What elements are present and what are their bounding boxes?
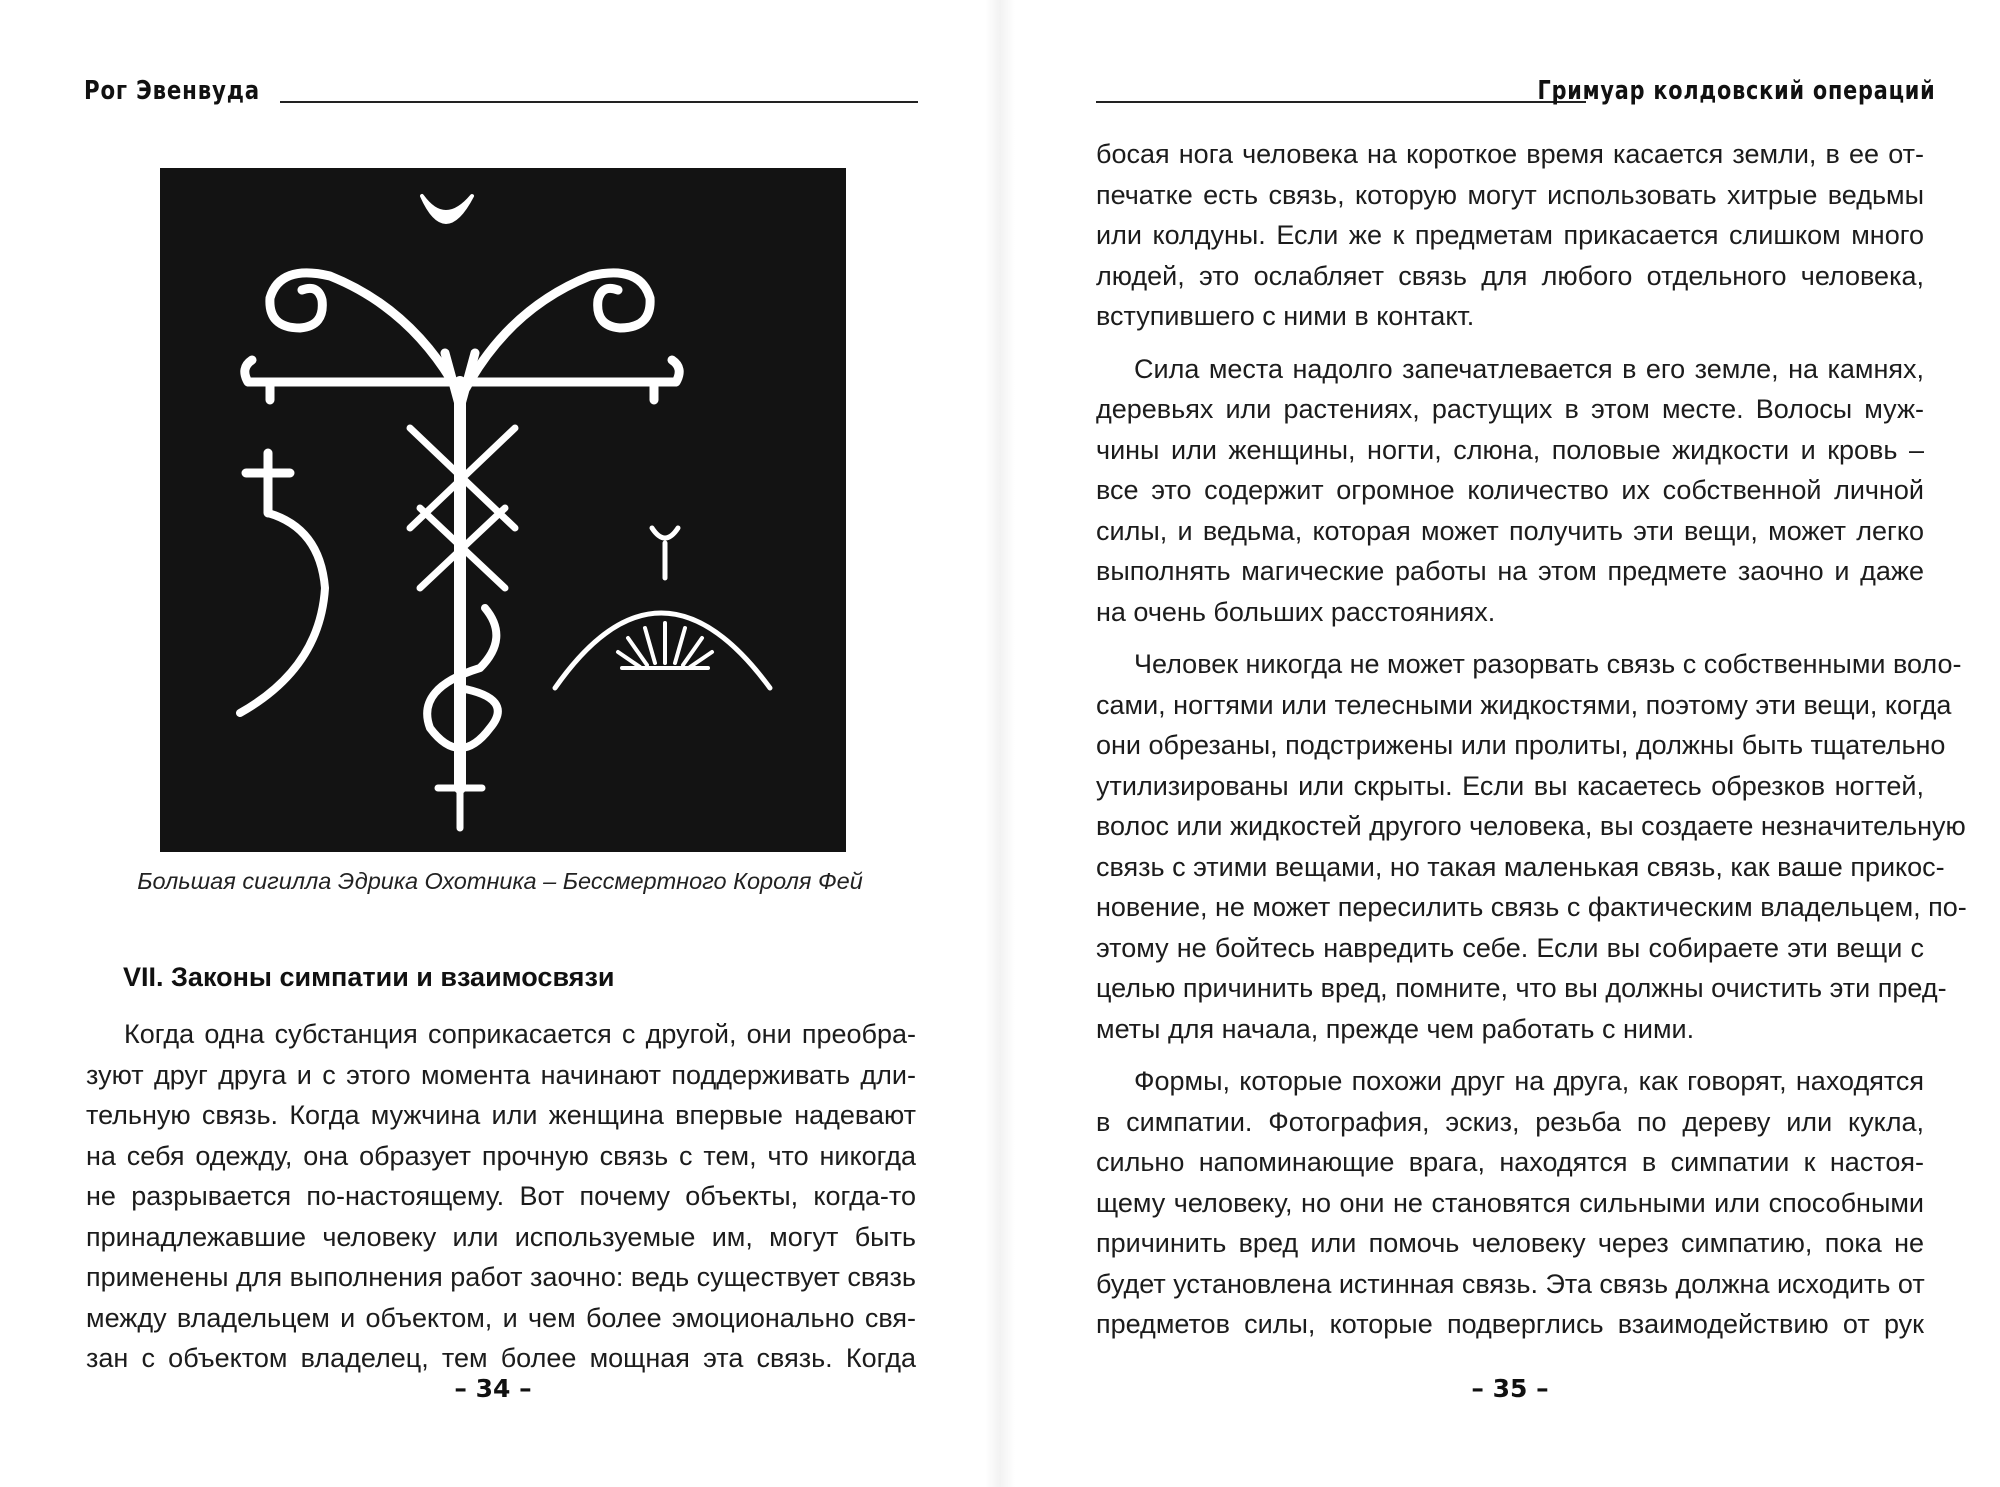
text-line: новение, не может пересилить связь с фактическим владельцем, по- xyxy=(1096,892,1967,922)
sickle-mark xyxy=(240,513,325,713)
paragraph-gap xyxy=(1096,337,1924,349)
right-spiral-mark xyxy=(466,273,650,388)
text-line: зуют друг друга и с этого момента начинают поддерживать дли- xyxy=(86,1059,916,1090)
left-spiral-mark xyxy=(270,273,456,388)
text-line: или колдуны. Если же к предметам прикасается слишком много xyxy=(1096,220,1924,250)
text-line: тельную связь. Когда мужчина или женщина впервые надевают xyxy=(86,1100,916,1130)
right-page-number: – 35 – xyxy=(1471,1374,1549,1403)
right-page xyxy=(1000,0,2000,1487)
text-line: между владельцем и объектом, и чем более эмоционально свя- xyxy=(86,1302,916,1333)
bottom-cross-mark xyxy=(438,768,482,828)
text-line: силы, и ведьма, которая может получить эти вещи, может легко xyxy=(1096,515,1924,546)
left-running-header: Рог Эвенвуда xyxy=(84,76,261,106)
crescent-moon-mark xyxy=(422,196,472,222)
rising-sun-mark xyxy=(618,623,712,668)
text-line: будет установлена истинная связь. Эта связь должна исходить от xyxy=(1096,1268,1925,1299)
text-line: Формы, которые похожи друг на друга, как говорят, находятся xyxy=(1134,1066,1924,1096)
text-line: предметов силы, которые подверглись взаимодействию от рук xyxy=(1096,1309,1924,1339)
text-line: причинить вред или помочь человеку через симпатию, пока не xyxy=(1096,1228,1924,1258)
text-line: все это содержит огромное количество их собственной личной xyxy=(1096,475,1924,505)
right-running-header: Гримуар колдовский операций xyxy=(1537,76,1936,106)
text-line: связь с этими вещами, но такая маленькая связь, как ваше прикос- xyxy=(1096,851,1945,882)
text-line: целью причинить вред, помните, что вы должны очистить эти пред- xyxy=(1096,973,1947,1003)
text-line: в симпатии. Фотография, эскиз, резьба по дереву или кукла, xyxy=(1096,1106,1924,1137)
text-line: вступившего с ними в контакт. xyxy=(1096,301,1475,331)
text-line: выполнять магические работы на этом предмете заочно и даже xyxy=(1096,556,1924,586)
text-line: этому не бойтесь навредить себе. Если вы собираете эти вещи с xyxy=(1096,932,1924,963)
text-line: зан с объектом владелец, тем более мощная эта связь. Когда xyxy=(86,1343,916,1373)
section-title: VII. Законы симпатии и взаимосвязи xyxy=(123,962,615,992)
text-line: чины или женщины, ногти, слюна, половые жидкости и кровь – xyxy=(1096,434,1924,465)
left-cross-mark xyxy=(246,453,290,513)
paragraph-gap xyxy=(1096,632,1924,644)
sigil-illustration xyxy=(160,168,846,852)
figure-caption: Большая сигилла Эдрика Охотника – Бессмертного Короля Фей xyxy=(137,868,863,894)
text-line: деревьях или растениях, растущих в этом месте. Волосы муж- xyxy=(1096,394,1924,424)
right-body-text xyxy=(1096,134,1967,1345)
text-line: волос или жидкостей другого человека, вы создаете незначительную xyxy=(1096,811,1966,841)
text-line: принадлежавшие человеку или используемые им, могут быть xyxy=(86,1221,916,1252)
right-header-rule xyxy=(1096,101,1586,103)
text-line: применены для выполнения работ заочно: ведь существует связь xyxy=(86,1262,916,1292)
text-line: сами, ногтями или телесными жидкостями, поэтому эти вещи, когда xyxy=(1096,689,1952,720)
hill-arc-mark xyxy=(555,613,770,688)
text-line: людей, это ослабляет связь для любого отдельного человека, xyxy=(1096,260,1924,291)
text-line: щему человеку, но они не становятся сильными или способными xyxy=(1096,1187,1924,1218)
sigil-figure xyxy=(160,168,846,852)
text-line: на очень больших расстояниях. xyxy=(1096,596,1496,627)
text-line: Когда одна субстанция соприкасается с другой, они преобра- xyxy=(124,1019,916,1049)
text-line: сильно напоминающие врага, находятся в симпатии к настоя- xyxy=(1096,1147,1924,1177)
text-line: Сила места надолго запечатлевается в его земле, на камнях, xyxy=(1134,353,1924,384)
text-line: босая нога человека на короткое время касается земли, в ее от- xyxy=(1096,139,1924,169)
left-header-rule xyxy=(280,101,918,103)
hill-top-mark xyxy=(652,528,678,578)
text-line: печатке есть связь, которую могут использовать хитрые ведьмы xyxy=(1096,179,1924,210)
text-line: утилизированы или скрыты. Если вы касаетесь обрезков ногтей, xyxy=(1096,770,1924,801)
text-line: на себя одежду, она образует прочную связь с тем, что никогда xyxy=(86,1140,916,1171)
text-line: не разрывается по-настоящему. Вот почему объекты, когда-то xyxy=(86,1181,916,1211)
text-line: они обрезаны, подстрижены или пролиты, должны быть тщательно xyxy=(1096,730,1946,760)
left-body-text xyxy=(86,1014,916,1379)
text-line: меты для начала, прежде чем работать с ними. xyxy=(1096,1013,1695,1044)
text-line: Человек никогда не может разорвать связь с собственными воло- xyxy=(1134,649,1962,679)
left-page-number: – 34 – xyxy=(454,1374,532,1403)
paragraph-gap xyxy=(1096,1049,1924,1061)
